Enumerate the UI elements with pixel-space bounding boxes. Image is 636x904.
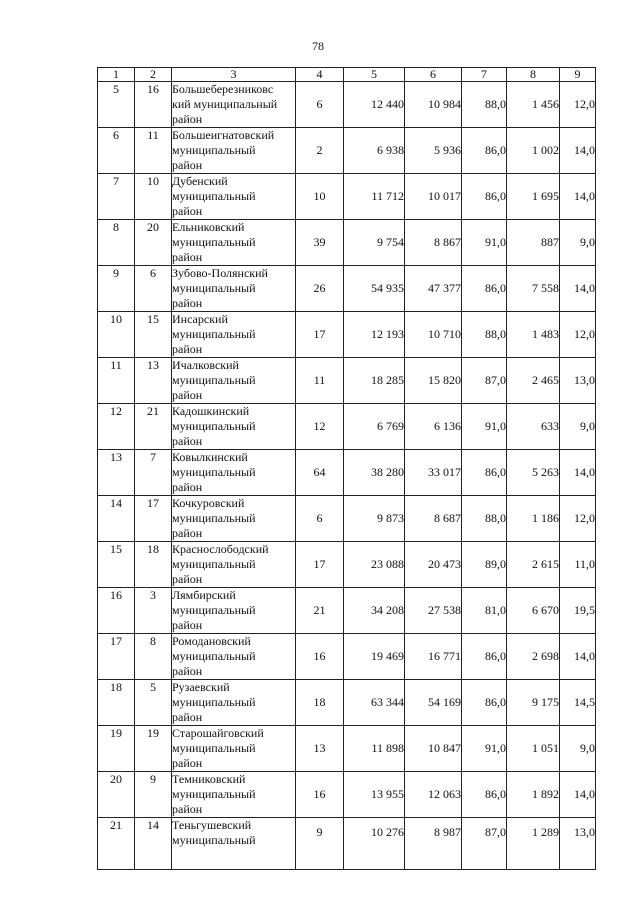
value-cell: 11: [296, 358, 344, 404]
district-name-cell: [172, 588, 296, 634]
district-name-cell: [172, 542, 296, 588]
value-cell: 14,0: [560, 772, 596, 818]
value-cell: 88,0: [462, 496, 507, 542]
district-name-line: район: [172, 296, 203, 310]
value-cell: 33 017: [405, 450, 462, 496]
table-row: [98, 818, 596, 870]
value-cell: 23 088: [344, 542, 405, 588]
value-cell: 1 186: [507, 496, 560, 542]
value-cell: 14,0: [560, 174, 596, 220]
value-cell: 7 558: [507, 266, 560, 312]
district-name-line: муниципальный: [172, 281, 256, 295]
district-name-line: район: [172, 618, 203, 632]
district-name-line: район: [172, 526, 203, 540]
rank-cell: 7: [135, 450, 172, 496]
value-cell: 88,0: [462, 312, 507, 358]
rank-cell: 21: [135, 404, 172, 450]
value-cell: 10 847: [405, 726, 462, 772]
column-header: 9: [560, 68, 596, 82]
district-name-line: муниципальный: [172, 695, 256, 709]
value-cell: 91,0: [462, 220, 507, 266]
district-name-line: район: [172, 710, 203, 724]
value-cell: 1 892: [507, 772, 560, 818]
value-cell: 14,0: [560, 634, 596, 680]
rank-cell: 8: [135, 634, 172, 680]
district-name-line: Старошайговский: [172, 726, 264, 740]
table-row: [98, 588, 596, 634]
header-row: [98, 68, 596, 82]
table-row: [98, 82, 596, 128]
row-number-cell: 13: [98, 450, 135, 496]
data-table: [97, 67, 596, 870]
value-cell: 86,0: [462, 450, 507, 496]
table-row: [98, 450, 596, 496]
value-cell: 12,0: [560, 496, 596, 542]
value-cell: 6 136: [405, 404, 462, 450]
district-name-cell: [172, 220, 296, 266]
value-cell: 9 175: [507, 680, 560, 726]
row-number-cell: 15: [98, 542, 135, 588]
column-header: 6: [405, 68, 462, 82]
value-cell: 86,0: [462, 174, 507, 220]
value-cell: 6 769: [344, 404, 405, 450]
value-cell: 12 063: [405, 772, 462, 818]
value-cell: 9,0: [560, 726, 596, 772]
value-cell: 5 263: [507, 450, 560, 496]
value-cell: 10 984: [405, 82, 462, 128]
rank-cell: 16: [135, 82, 172, 128]
value-cell: 887: [507, 220, 560, 266]
table-row: [98, 312, 596, 358]
column-header: 4: [296, 68, 344, 82]
district-name-line: Лямбирский: [172, 588, 236, 602]
value-cell: 38 280: [344, 450, 405, 496]
district-name-line: Большеберезниковс: [172, 82, 274, 96]
row-number-cell: 21: [98, 818, 135, 870]
rank-cell: 5: [135, 680, 172, 726]
district-name-line: муниципальный: [172, 833, 256, 847]
district-name-line: Ковылкинский: [172, 450, 248, 464]
row-number-cell: 9: [98, 266, 135, 312]
district-name-line: район: [172, 112, 203, 126]
value-cell: 11 898: [344, 726, 405, 772]
value-cell: 1 695: [507, 174, 560, 220]
district-name-line: Большеигнатовский: [172, 128, 275, 142]
row-number-cell: 10: [98, 312, 135, 358]
district-name-line: район: [172, 756, 203, 770]
district-name-cell: [172, 726, 296, 772]
district-name-cell: [172, 404, 296, 450]
table-row: [98, 496, 596, 542]
table-row: [98, 634, 596, 680]
district-name-line: Рузаевский: [172, 680, 230, 694]
district-name-cell: [172, 82, 296, 128]
district-name-line: район: [172, 434, 203, 448]
district-name-line: муниципальный: [172, 603, 256, 617]
district-name-line: Ельниковский: [172, 220, 245, 234]
table-row: [98, 772, 596, 818]
column-header: 3: [172, 68, 296, 82]
value-cell: 12 440: [344, 82, 405, 128]
district-name-line: район: [172, 204, 203, 218]
column-header: 5: [344, 68, 405, 82]
value-cell: 5 936: [405, 128, 462, 174]
value-cell: 2: [296, 128, 344, 174]
table-row: [98, 358, 596, 404]
value-cell: 1 483: [507, 312, 560, 358]
value-cell: 14,0: [560, 266, 596, 312]
value-cell: 18 285: [344, 358, 405, 404]
district-name-line: муниципальный: [172, 327, 256, 341]
value-cell: 86,0: [462, 266, 507, 312]
value-cell: 63 344: [344, 680, 405, 726]
value-cell: 2 698: [507, 634, 560, 680]
value-cell: 1 289: [507, 818, 560, 870]
district-name-line: муниципальный: [172, 143, 256, 157]
district-name-cell: [172, 128, 296, 174]
value-cell: 16 771: [405, 634, 462, 680]
value-cell: 39: [296, 220, 344, 266]
value-cell: 15 820: [405, 358, 462, 404]
value-cell: 12,0: [560, 82, 596, 128]
district-name-line: муниципальный: [172, 649, 256, 663]
value-cell: 21: [296, 588, 344, 634]
district-name-line: Теньгушевский: [172, 818, 252, 832]
column-header: 8: [507, 68, 560, 82]
value-cell: 6 670: [507, 588, 560, 634]
district-name-cell: [172, 772, 296, 818]
rank-cell: 3: [135, 588, 172, 634]
value-cell: 2 615: [507, 542, 560, 588]
district-name-line: Кочкуровский: [172, 496, 245, 510]
value-cell: 9 754: [344, 220, 405, 266]
value-cell: 54 169: [405, 680, 462, 726]
table-row: [98, 266, 596, 312]
value-cell: 17: [296, 542, 344, 588]
row-number-cell: 18: [98, 680, 135, 726]
value-cell: 14,5: [560, 680, 596, 726]
value-cell: 26: [296, 266, 344, 312]
district-name-line: Темниковский: [172, 772, 246, 786]
row-number-cell: 14: [98, 496, 135, 542]
rank-cell: 15: [135, 312, 172, 358]
value-cell: 19 469: [344, 634, 405, 680]
rank-cell: 14: [135, 818, 172, 870]
district-name-line: муниципальный: [172, 373, 256, 387]
value-cell: 12 193: [344, 312, 405, 358]
value-cell: 1 002: [507, 128, 560, 174]
district-name-cell: [172, 358, 296, 404]
district-name-line: муниципальный: [172, 235, 256, 249]
row-number-cell: 11: [98, 358, 135, 404]
district-name-line: район: [172, 342, 203, 356]
district-name-line: муниципальный: [172, 557, 256, 571]
value-cell: 86,0: [462, 634, 507, 680]
value-cell: 9,0: [560, 220, 596, 266]
district-name-line: район: [172, 802, 203, 816]
value-cell: 91,0: [462, 404, 507, 450]
value-cell: 64: [296, 450, 344, 496]
district-name-line: Кадошкинский: [172, 404, 250, 418]
value-cell: 10 017: [405, 174, 462, 220]
value-cell: 12: [296, 404, 344, 450]
rank-cell: 18: [135, 542, 172, 588]
row-number-cell: 19: [98, 726, 135, 772]
value-cell: 18: [296, 680, 344, 726]
value-cell: 10 276: [344, 818, 405, 870]
value-cell: 16: [296, 634, 344, 680]
row-number-cell: 6: [98, 128, 135, 174]
district-name-line: муниципальный: [172, 787, 256, 801]
value-cell: 91,0: [462, 726, 507, 772]
district-name-line: район: [172, 158, 203, 172]
rank-cell: 6: [135, 266, 172, 312]
table-row: [98, 542, 596, 588]
column-header: 2: [135, 68, 172, 82]
district-name-cell: [172, 496, 296, 542]
value-cell: 8 687: [405, 496, 462, 542]
district-name-line: Ичалковский: [172, 358, 239, 372]
value-cell: 10 710: [405, 312, 462, 358]
value-cell: 11 712: [344, 174, 405, 220]
value-cell: 14,0: [560, 128, 596, 174]
table-row: [98, 680, 596, 726]
row-number-cell: 5: [98, 82, 135, 128]
district-name-line: Ромодановский: [172, 634, 251, 648]
value-cell: 6: [296, 82, 344, 128]
value-cell: 12,0: [560, 312, 596, 358]
row-number-cell: 7: [98, 174, 135, 220]
district-name-cell: [172, 818, 296, 870]
value-cell: 13,0: [560, 358, 596, 404]
value-cell: 2 465: [507, 358, 560, 404]
column-header: 1: [98, 68, 135, 82]
value-cell: 89,0: [462, 542, 507, 588]
district-name-line: район: [172, 388, 203, 402]
value-cell: 11,0: [560, 542, 596, 588]
district-name-cell: [172, 266, 296, 312]
value-cell: 86,0: [462, 128, 507, 174]
value-cell: 20 473: [405, 542, 462, 588]
value-cell: 9: [296, 818, 344, 870]
rank-cell: 17: [135, 496, 172, 542]
value-cell: 17: [296, 312, 344, 358]
district-name-line: Краснослободский: [172, 542, 269, 556]
district-name-line: муниципальный: [172, 511, 256, 525]
value-cell: 10: [296, 174, 344, 220]
value-cell: 9,0: [560, 404, 596, 450]
district-name-cell: [172, 680, 296, 726]
value-cell: 86,0: [462, 772, 507, 818]
table-row: [98, 128, 596, 174]
district-name-line: Зубово-Полянский: [172, 266, 268, 280]
table-row: [98, 726, 596, 772]
table-row: [98, 174, 596, 220]
rank-cell: 10: [135, 174, 172, 220]
value-cell: 13: [296, 726, 344, 772]
value-cell: 8 867: [405, 220, 462, 266]
value-cell: 8 987: [405, 818, 462, 870]
value-cell: 19,5: [560, 588, 596, 634]
value-cell: 88,0: [462, 82, 507, 128]
row-number-cell: 8: [98, 220, 135, 266]
district-name-line: муниципальный: [172, 419, 256, 433]
district-name-line: район: [172, 664, 203, 678]
row-number-cell: 17: [98, 634, 135, 680]
value-cell: 27 538: [405, 588, 462, 634]
value-cell: 6: [296, 496, 344, 542]
district-name-cell: [172, 312, 296, 358]
rank-cell: 20: [135, 220, 172, 266]
district-name-line: Дубенский: [172, 174, 228, 188]
district-name-line: район: [172, 480, 203, 494]
page-number: 78: [312, 39, 324, 53]
value-cell: 14,0: [560, 450, 596, 496]
row-number-cell: 16: [98, 588, 135, 634]
value-cell: 633: [507, 404, 560, 450]
table-row: [98, 220, 596, 266]
rank-cell: 19: [135, 726, 172, 772]
rank-cell: 11: [135, 128, 172, 174]
value-cell: 1 051: [507, 726, 560, 772]
value-cell: 16: [296, 772, 344, 818]
district-name-line: муниципальный: [172, 741, 256, 755]
district-name-cell: [172, 174, 296, 220]
district-name-cell: [172, 634, 296, 680]
value-cell: 13 955: [344, 772, 405, 818]
value-cell: 9 873: [344, 496, 405, 542]
value-cell: 87,0: [462, 358, 507, 404]
district-name-line: муниципальный: [172, 189, 256, 203]
value-cell: 47 377: [405, 266, 462, 312]
district-name-line: кий муниципальный: [172, 97, 278, 111]
column-header: 7: [462, 68, 507, 82]
value-cell: 1 456: [507, 82, 560, 128]
row-number-cell: 20: [98, 772, 135, 818]
rank-cell: 9: [135, 772, 172, 818]
rank-cell: 13: [135, 358, 172, 404]
district-name-line: район: [172, 250, 203, 264]
value-cell: 34 208: [344, 588, 405, 634]
value-cell: 13,0: [560, 818, 596, 870]
district-name-line: Инсарский: [172, 312, 228, 326]
value-cell: 87,0: [462, 818, 507, 870]
row-number-cell: 12: [98, 404, 135, 450]
district-name-line: муниципальный: [172, 465, 256, 479]
value-cell: 54 935: [344, 266, 405, 312]
value-cell: 6 938: [344, 128, 405, 174]
value-cell: 81,0: [462, 588, 507, 634]
district-name-cell: [172, 450, 296, 496]
value-cell: 86,0: [462, 680, 507, 726]
district-name-line: район: [172, 572, 203, 586]
table-row: [98, 404, 596, 450]
